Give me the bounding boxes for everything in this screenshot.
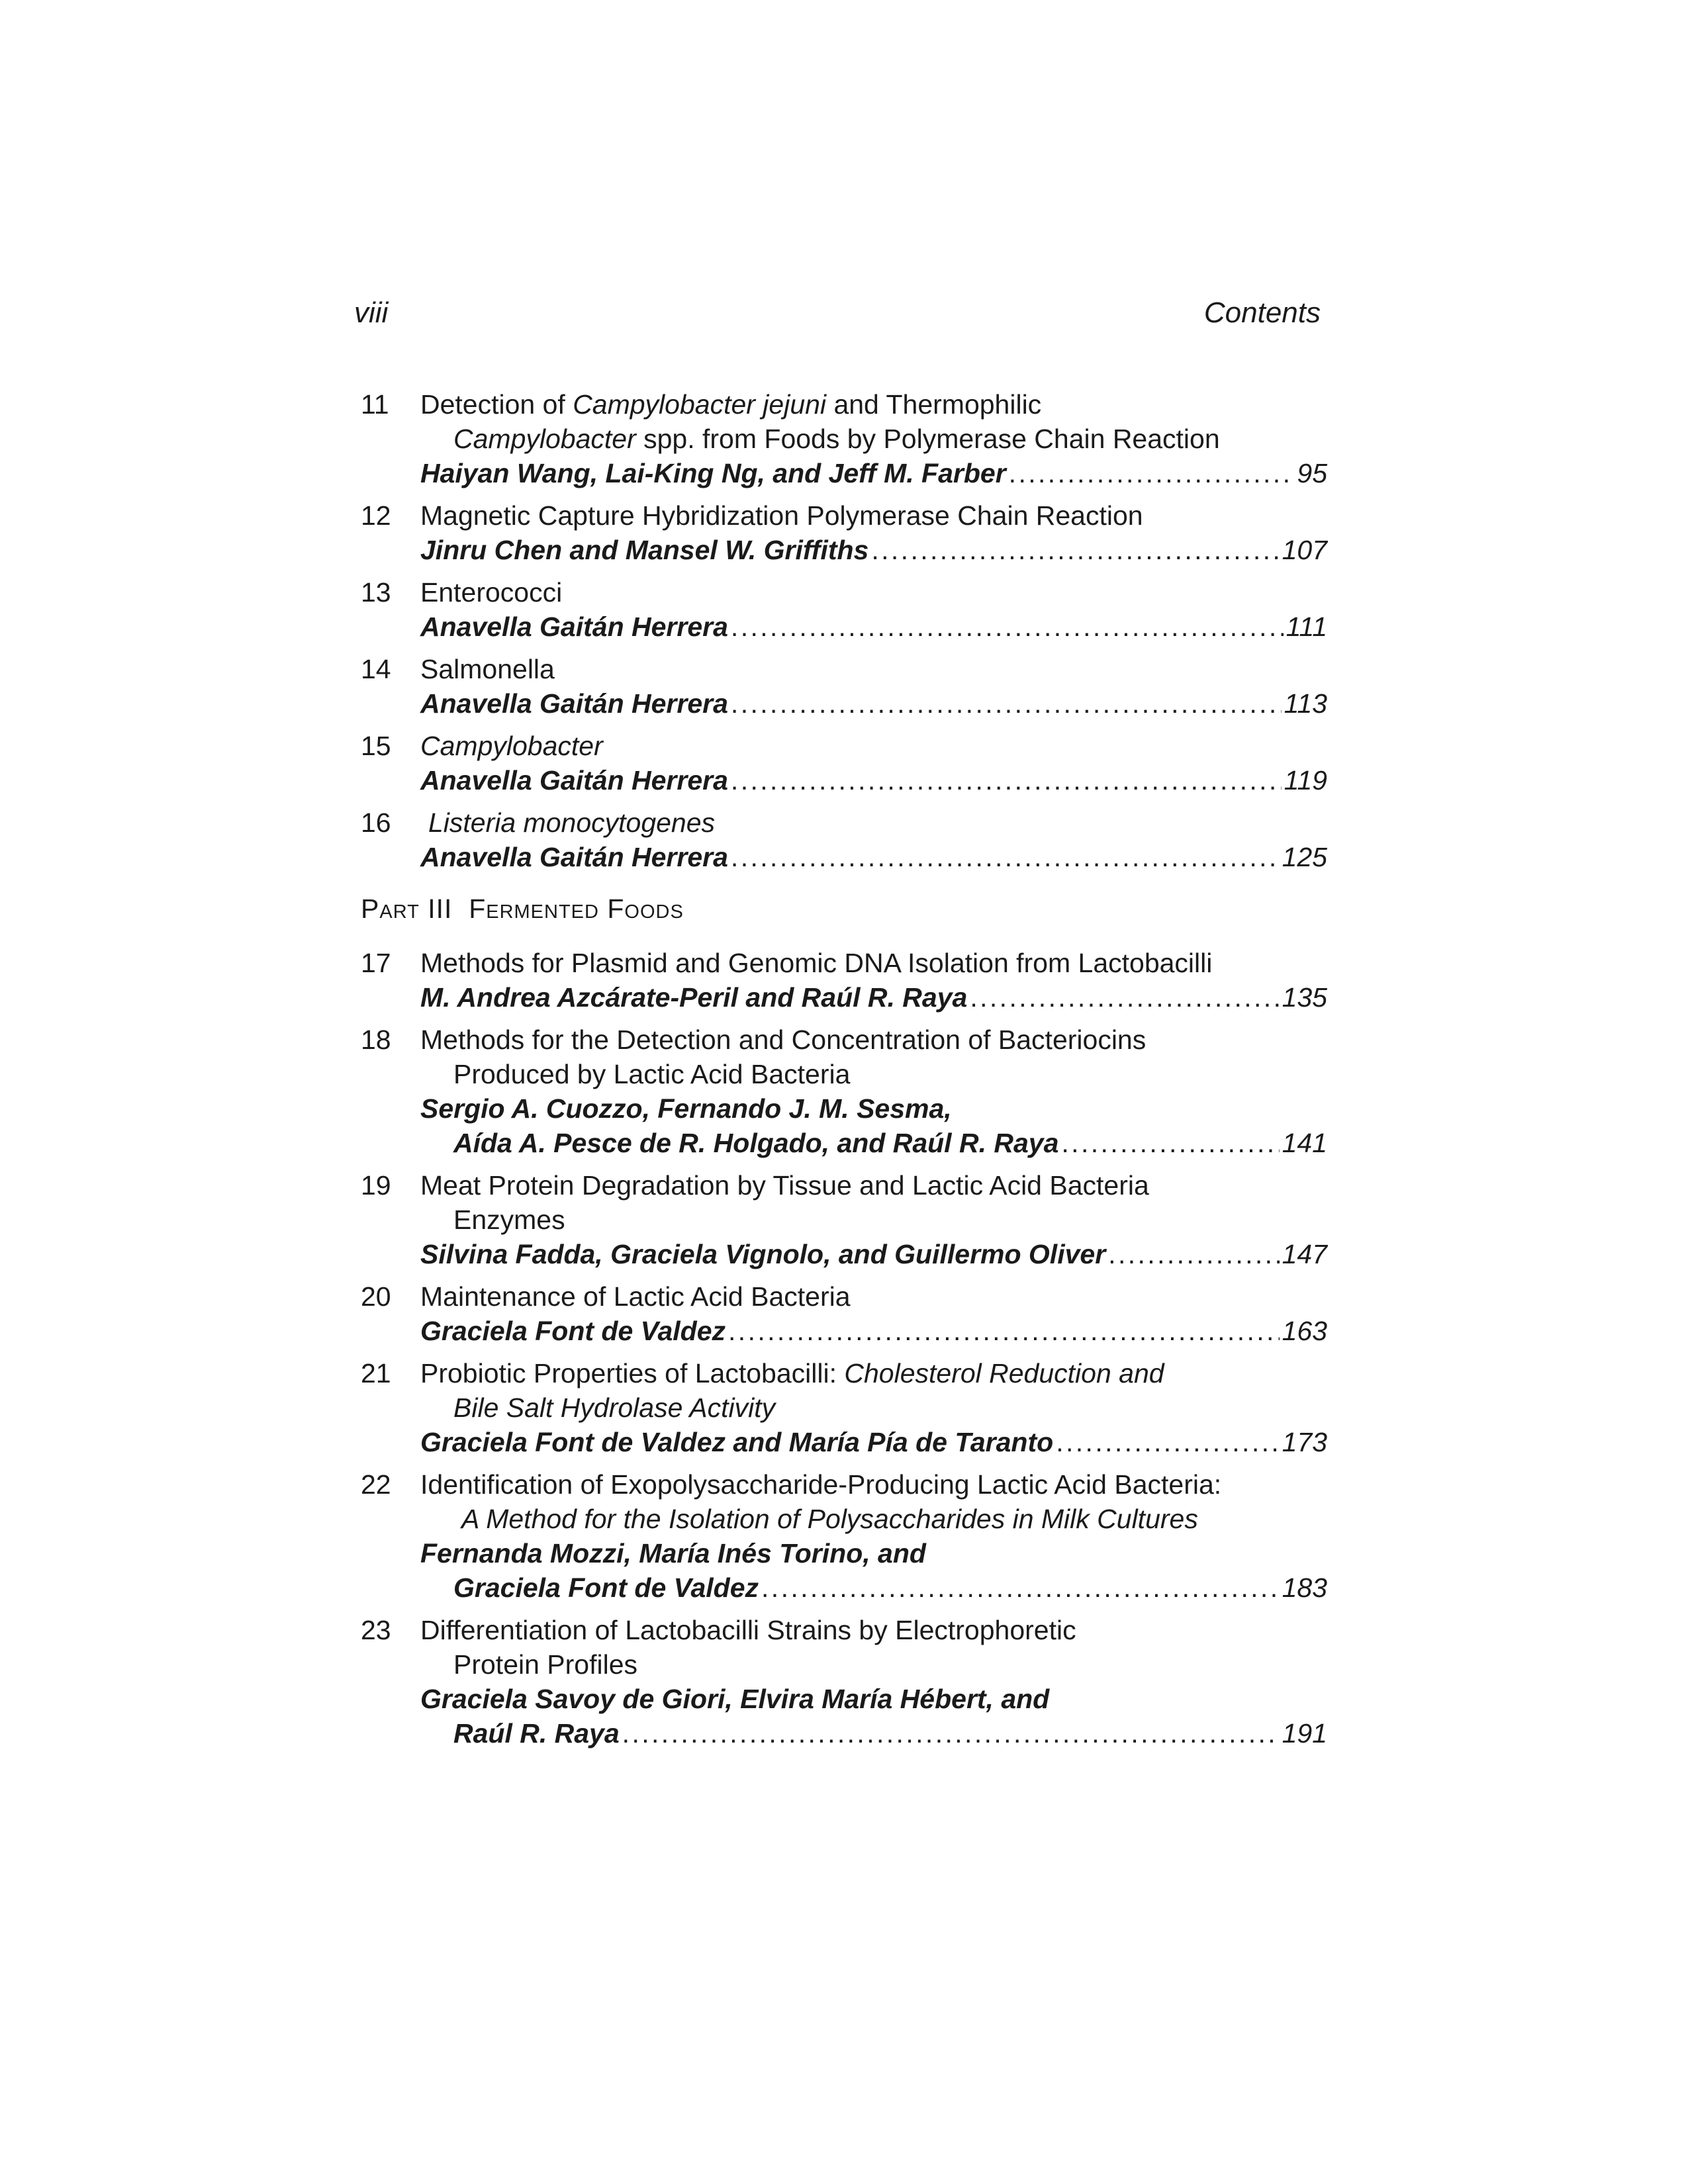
- chapter-title: Magnetic Capture Hybridization Polymerase Chain Reaction: [420, 500, 1143, 531]
- toc-entry[interactable]: [361, 946, 1327, 1015]
- page-number: 111: [1286, 612, 1327, 642]
- chapter-title: Enterococci: [420, 577, 563, 608]
- chapter-number: 14: [361, 654, 391, 684]
- chapter-number: 19: [361, 1170, 391, 1201]
- toc-entry[interactable]: [361, 729, 1327, 797]
- page-number: 95: [1297, 458, 1327, 488]
- toc-entry[interactable]: [361, 1356, 1327, 1459]
- chapter-authors-cont: Aída A. Pesce de R. Holgado, and Raúl R. Raya . . . 141: [420, 1126, 1327, 1160]
- table-of-contents: [361, 387, 1327, 1758]
- chapter-title-cont: Campylobacter spp. from Foods by Polymerase Chain Reaction: [453, 424, 1220, 454]
- chapter-authors: Anavella Gaitán Herrera . . . 119: [420, 763, 1327, 797]
- chapter-number: 20: [361, 1281, 391, 1312]
- chapter-authors-cont: Raúl R. Raya . . . 191: [420, 1716, 1327, 1751]
- chapter-authors: Graciela Savoy de Giori, Elvira María Hébert, and: [420, 1684, 1050, 1714]
- chapter-title: Meat Protein Degradation by Tissue and Lactic Acid Bacteria: [420, 1170, 1149, 1201]
- chapter-number: 21: [361, 1358, 391, 1388]
- page-number: 107: [1282, 535, 1327, 565]
- chapter-authors: Anavella Gaitán Herrera . . . 113: [420, 686, 1327, 721]
- chapter-number: 18: [361, 1024, 391, 1055]
- page-number: 173: [1282, 1427, 1327, 1457]
- chapter-authors-cont: Graciela Font de Valdez . . . 183: [420, 1570, 1327, 1605]
- chapter-authors: Sergio A. Cuozzo, Fernando J. M. Sesma,: [420, 1093, 952, 1124]
- chapter-number: 23: [361, 1615, 391, 1645]
- page-number: 125: [1282, 842, 1327, 872]
- chapter-title: Probiotic Properties of Lactobacilli: Cholesterol Reduction and: [420, 1358, 1164, 1388]
- toc-entry[interactable]: [361, 1168, 1327, 1271]
- page-number: 113: [1284, 688, 1327, 719]
- chapter-authors: Haiyan Wang, Lai-King Ng, and Jeff M. Farber . . . 95: [420, 456, 1327, 490]
- chapter-title: Campylobacter: [420, 731, 603, 761]
- chapter-title: Methods for the Detection and Concentration of Bacteriocins: [420, 1024, 1147, 1055]
- chapter-title: Maintenance of Lactic Acid Bacteria: [420, 1281, 851, 1312]
- running-title: Contents: [1203, 296, 1321, 329]
- page-number: 147: [1282, 1239, 1327, 1269]
- toc-entry[interactable]: [361, 1279, 1327, 1348]
- chapter-title: Salmonella: [420, 654, 555, 684]
- chapter-title: Listeria monocytogenes: [428, 807, 716, 838]
- chapter-number: 22: [361, 1469, 391, 1500]
- chapter-authors: Jinru Chen and Mansel W. Griffiths . . . 107: [420, 533, 1327, 567]
- chapter-number: 12: [361, 500, 391, 531]
- toc-entry[interactable]: [361, 387, 1327, 490]
- running-head: [354, 296, 1321, 336]
- chapter-number: 17: [361, 948, 391, 978]
- chapter-authors: Anavella Gaitán Herrera . . . 111: [420, 610, 1327, 644]
- page-number: 191: [1282, 1718, 1327, 1749]
- toc-entry[interactable]: [361, 805, 1327, 874]
- part-label: Part III: [361, 893, 453, 924]
- chapter-title-cont: A Method for the Isolation of Polysaccharides in Milk Cultures: [461, 1504, 1198, 1534]
- part-heading: [361, 891, 1327, 926]
- chapter-authors: Anavella Gaitán Herrera . . . 125: [420, 840, 1327, 874]
- chapter-authors: Graciela Font de Valdez and María Pía de Taranto . . . 173: [420, 1425, 1327, 1459]
- chapter-title-cont: Produced by Lactic Acid Bacteria: [453, 1059, 851, 1089]
- chapter-number: 11: [361, 389, 389, 420]
- toc-entry[interactable]: [361, 1467, 1327, 1605]
- chapter-title-cont: Bile Salt Hydrolase Activity: [453, 1392, 776, 1423]
- chapter-authors: M. Andrea Azcárate-Peril and Raúl R. Raya . . . 135: [420, 980, 1327, 1015]
- chapter-title-cont: Protein Profiles: [453, 1649, 638, 1680]
- chapter-title: Identification of Exopolysaccharide-Producing Lactic Acid Bacteria:: [420, 1469, 1222, 1500]
- page-number: 141: [1282, 1128, 1327, 1158]
- chapter-title: Differentiation of Lactobacilli Strains by Electrophoretic: [420, 1615, 1076, 1645]
- toc-entry[interactable]: [361, 1613, 1327, 1751]
- toc-entry[interactable]: [361, 498, 1327, 567]
- chapter-authors: Silvina Fadda, Graciela Vignolo, and Guillermo Oliver . . . 147: [420, 1237, 1327, 1271]
- chapter-number: 15: [361, 731, 391, 761]
- part-name: Fermented Foods: [469, 893, 684, 924]
- chapter-title-cont: Enzymes: [453, 1205, 565, 1235]
- toc-entry[interactable]: [361, 652, 1327, 721]
- chapter-title: Detection of Campylobacter jejuni and Thermophilic: [420, 389, 1042, 420]
- chapter-number: 13: [361, 577, 391, 608]
- chapter-authors: Fernanda Mozzi, María Inés Torino, and: [420, 1538, 926, 1569]
- toc-entry[interactable]: [361, 575, 1327, 644]
- page-number: 163: [1282, 1316, 1327, 1346]
- chapter-authors: Graciela Font de Valdez . . . 163: [420, 1314, 1327, 1348]
- page-number: 183: [1282, 1572, 1327, 1603]
- chapter-number: 16: [361, 807, 391, 838]
- chapter-title: Methods for Plasmid and Genomic DNA Isolation from Lactobacilli: [420, 948, 1213, 978]
- page-number: 135: [1282, 982, 1327, 1013]
- page-number: 119: [1284, 765, 1327, 796]
- toc-entry[interactable]: [361, 1023, 1327, 1160]
- page-folio: viii: [354, 296, 389, 329]
